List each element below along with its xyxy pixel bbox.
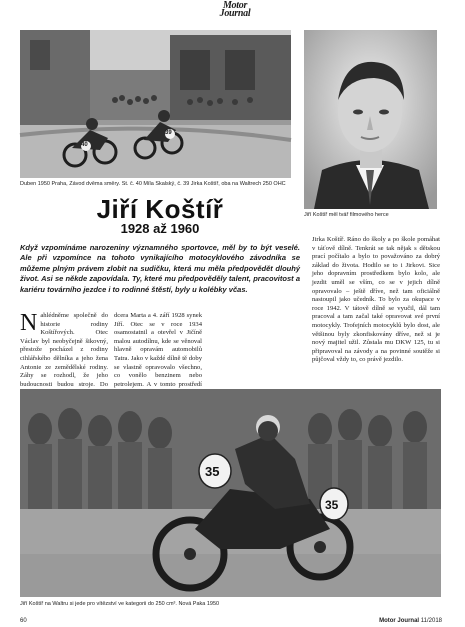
footer-magazine: Motor Journal — [379, 618, 420, 624]
photo-top-caption: Duben 1950 Praha, Závod dvěma směry. St. č. 40 Míla Skalský, č. 39 Jirka Koštíř, oba na Waltrech 250 OHC — [20, 181, 286, 187]
footer-issue-number: 11/2018 — [420, 618, 442, 624]
rider-number-39: 39 — [165, 130, 172, 136]
bike-number-front: 35 — [205, 464, 220, 479]
page-number: 60 — [20, 618, 27, 624]
masthead-logo — [205, 2, 265, 18]
race-photo-bottom — [20, 389, 441, 597]
drop-cap: N — [20, 310, 38, 336]
bike-number-rear: 35 — [325, 498, 339, 512]
photo-bottom-caption: Jiří Koštíř na Waltru si jede pro vítězství ve kategorii do 250 cm³. Nová Paka 1950 — [20, 601, 220, 607]
column-3-text: Jirka Koštíř. Ráno do školy a po škole pomáhat v táťově dílně. Tenkrát se tak nějak s dětskou prací počítalo a bylo to považováno za dobrý základ do života. Hodilo se to i Jirkovi. Sice jeho dopravním prostředkem bylo kolo, ale jezdit uměl se vším, co se v jejich dílně opravovalo – ještě dříve, než tam oficiálně nastoupil jako učedník. To bylo za okupace v roce 1942. V tátově dílně se vyučil, dál tam pracoval a tam začal také opravovat své první motocykly. Trofejních motocyklů bylo dost, ale většinou byly zkonfiskovány dříve, než si je nový majitel užil. Zůstala mu DKW 125, tu si připravoval na závody a na povinné soutěže si půjčoval vždy to, co právě jezdilo. — [312, 236, 440, 364]
rider-number-40: 40 — [81, 142, 88, 148]
portrait-caption: Jiří Koštíř měl tvář filmového herce — [304, 212, 389, 218]
article-column-1 — [20, 310, 108, 388]
article-lead: Když vzpomínáme narozeniny významného sportovce, měl by to být veselé. Ale při vzpomínce na tohoto vynikajícího motocyklového závodníka se můžeme plným právem zlobit na sudičku, která mu měla předpovědět dlouhý život. Asi se někde zapovídala. Ty, které mu předpověděly talent, pracovitost a kariéru továrního jezdce i to rodinné štěstí, byly u kolébky včas. — [20, 243, 300, 294]
article-column-2 — [114, 312, 202, 388]
column-1-text: ahlédněme společně do historie rodiny Koštířových. Otec Václav byl neobyčejně šikovný, přestože pocházel z rodiny cihlářského dělníka a jeho žena Antonie ze zemědělské rodiny. Záhy se rozhodl, že jeho budoucnosti budou stroje. Do — [20, 312, 108, 388]
masthead-line2: Journal — [219, 8, 251, 19]
footer-issue — [352, 617, 442, 625]
masthead-line1: Motor — [222, 0, 248, 11]
article-subtitle: 1928 až 1960 — [120, 221, 200, 236]
column-2-text: dcera Marta a 4. září 1928 synek Jiří. Otec se v roce 1934 osamostatnil a otevřel v Jičíně malou autodílnu, kde se věnoval hlavně opravám automobilů Tatra. Jako v každé dílně tě doby se vlastně opravovalo všechno, co vonělo benzinem nebo petrolejem. A v tomto prostředí — [114, 312, 202, 388]
article-title: Jiří Koštíř — [96, 194, 224, 224]
portrait-photo — [304, 30, 437, 209]
article-column-3 — [312, 236, 440, 384]
race-photo-top — [20, 30, 291, 178]
